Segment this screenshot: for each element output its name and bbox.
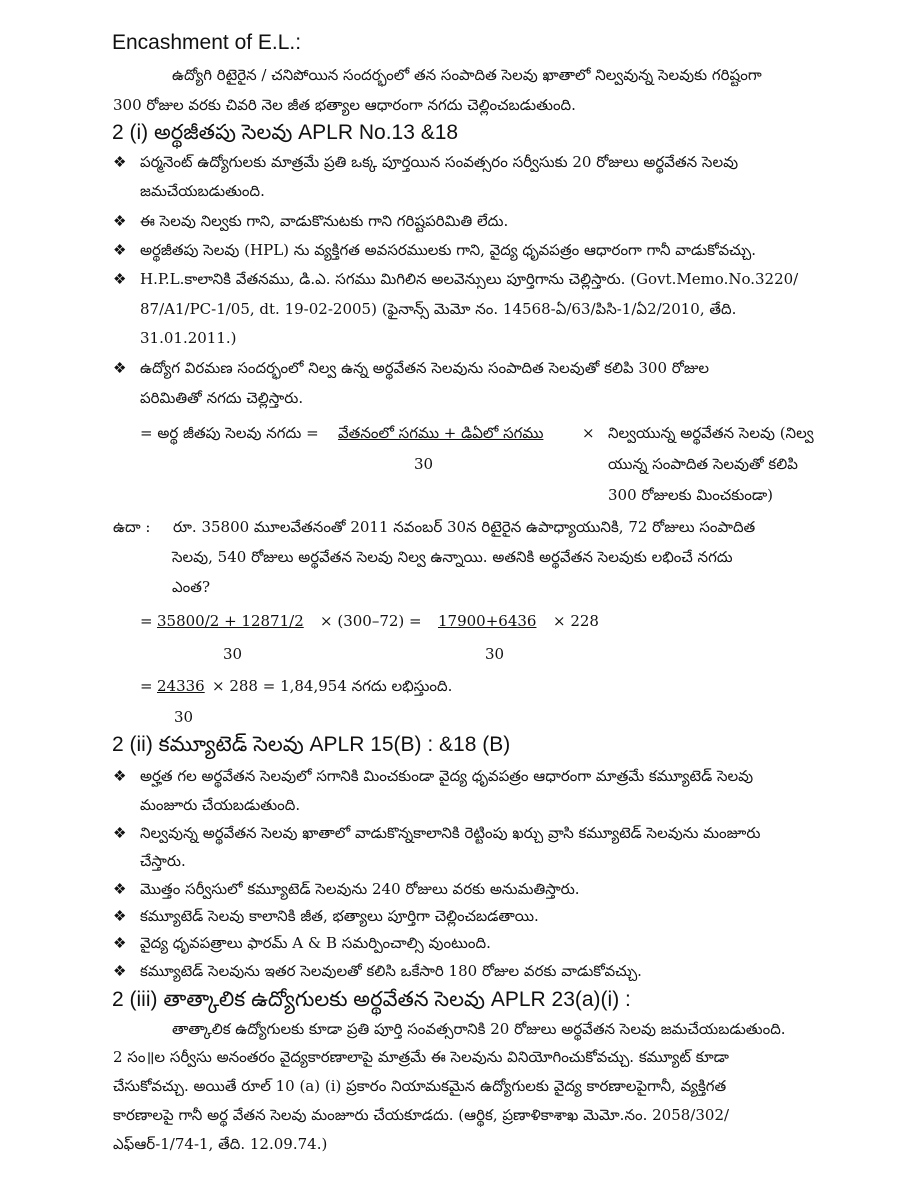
temporary-line5: ఎఫ్ఆర్-1/74-1, తేది. 12.09.74.) [113, 1135, 328, 1153]
formula-lhs: = అర్థ జీతపు సెలవు నగదు = [140, 424, 319, 442]
calc-eq: = [140, 612, 153, 630]
half-pay-b5-line1: ఉద్యోగ విరమణ సందర్భంలో నిల్వ ఉన్న అర్థవేతన సెలవును సంపాదిత సెలవుతో కలిపి 300 రోజుల [140, 359, 709, 377]
commuted-b4: కమ్యూటెడ్ సెలవు కాలానికి జీత, భత్యాలు పూర్తిగా చెల్లించబడతాయి. [140, 907, 539, 925]
formula-times: × [582, 424, 595, 442]
result-numerator: 24336 [157, 677, 205, 695]
calc-fraction1: 35800/2 + 12871/2 [157, 612, 304, 630]
half-pay-b4-line1: H.P.L.కాలానికి వేతనము, డి.ఎ. సగము మిగిలిన అలవెన్సులు పూర్తిగాను చెల్లిస్తారు. (Govt.Memo.No.3220/ [140, 270, 799, 288]
commuted-b2-line1: నిల్వవున్న అర్థవేతన సెలవు ఖాతాలో వాడుకొన్నకాలానికి రెట్టింపు ఖర్చు వ్రాసి కమ్యూటెడ్ సెలవును మంజూరు [140, 824, 761, 842]
example-line2: సెలవు, 540 రోజులు అర్థవేతన సెలవు నిల్వ ఉన్నాయి. అతనికి అర్థవేతన సెలవుకు లభించే నగదు [172, 548, 733, 566]
calc-fraction2: 17900+6436 [438, 612, 537, 630]
encashment-para-line1: ఉద్యోగి రిటైరైన / చనిపోయిన సందర్భంలో తన సంపాదిత సెలవు ఖాతాలో నిల్వవున్న సెలవుకు గరిష్టంగా [172, 66, 762, 84]
example-line1: రూ. 35800 మూలవేతనంతో 2011 నవంబర్ 30న రిటైరైన ఉపాధ్యాయునికి, 72 రోజులు సంపాదిత [173, 518, 756, 536]
bullet-icon: ❖ [113, 153, 127, 171]
commuted-b3: మొత్తం సర్వీసులో కమ్యూటెడ్ సెలవును 240 రోజులు వరకు అనుమతిస్తారు. [140, 880, 580, 898]
commuted-b2-line2: చేస్తారు. [140, 852, 186, 870]
bullet-icon: ❖ [113, 270, 127, 288]
commuted-b6: కమ్యూటెడ్ సెలవును ఇతర సెలవులతో కలిసి ఒకేసారి 180 రోజుల వరకు వాడుకోవచ్చు. [140, 962, 642, 980]
commuted-b1-line1: అర్హత గల అర్థవేతన సెలవులో సగానికి మించకుండా వైద్య ధృవపత్రం ఆధారంగా మాత్రమే కమ్యూటెడ్ సెలవు [140, 767, 754, 785]
encashment-para-line2: 300 రోజుల వరకు చివరి నెల జీత భత్యాల ఆధారంగా నగదు చెల్లించబడుతుంది. [113, 96, 576, 114]
half-pay-b2: ఈ సెలవు నిల్వకు గాని, వాడుకొనుటకు గాని గరిష్టపరిమితి లేదు. [140, 212, 509, 230]
bullet-icon: ❖ [113, 934, 127, 952]
temporary-line4: కారణాలపై గానీ అర్థ వేతన సెలవు మంజూరు చేయకూడదు. (ఆర్థిక, ప్రణాళికాశాఖ మెమో.నం. 2058/302/ [113, 1106, 730, 1124]
heading-half-pay-leave: 2 (i) అర్థజీతపు సెలవు APLR No.13 &18 [112, 121, 459, 144]
bullet-icon: ❖ [113, 241, 127, 259]
temporary-line3: చేసుకోవచ్చు. అయితే రూల్ 10 (a) (i) ప్రకారం నియామకమైన ఉద్యోగులకు వైద్య కారణాలపైగానీ, వ్యక్తిగత [113, 1077, 727, 1095]
half-pay-b1-line1: పర్మనెంట్ ఉద్యోగులకు మాత్రమే ప్రతి ఒక్క పూర్తయిన సంవత్సరం సర్వీసుకు 20 రోజులు అర్థవేతన సెలవు [140, 153, 739, 171]
commuted-b1-line2: మంజూరు చేయబడుతుంది. [140, 796, 301, 814]
formula-rhs-line1: నిల్వయున్న అర్థవేతన సెలవు (నిల్వ [608, 424, 814, 442]
half-pay-b5-line2: పరిమితితో నగదు చెల్లిస్తారు. [140, 389, 304, 407]
result-rest: × 288 = 1,84,954 నగదు లభిస్తుంది. [212, 677, 453, 695]
bullet-icon: ❖ [113, 824, 127, 842]
example-prefix: ఉదా : [113, 518, 151, 536]
formula-numerator: వేతనంలో సగము + డిఏలో సగము [338, 424, 544, 442]
heading-temporary-employees: 2 (iii) తాత్కాలిక ఉద్యోగులకు అర్థవేతన సెలవు APLR 23(a)(i) : [112, 988, 631, 1011]
result-eq: = [140, 677, 153, 695]
calc-denominator1: 30 [223, 645, 243, 663]
bullet-icon: ❖ [113, 212, 127, 230]
half-pay-b1-line2: జమచేయబడుతుంది. [140, 182, 265, 200]
temporary-line1: తాత్కాలిక ఉద్యోగులకు కూడా ప్రతి పూర్తి సంవత్సరానికి 20 రోజులు అర్థవేతన సెలవు జమచేయబడుతుంది. [172, 1020, 786, 1038]
bullet-icon: ❖ [113, 359, 127, 377]
bullet-icon: ❖ [113, 907, 127, 925]
temporary-line2: 2 సం॥ల సర్వీసు అనంతరం వైద్యకారణాలాపై మాత్రమే ఈ సెలవును వినియోగించుకోవచ్చు. కమ్యూట్ కూడా [113, 1048, 729, 1066]
heading-encashment: Encashment of E.L.: [112, 31, 302, 54]
bullet-icon: ❖ [113, 880, 127, 898]
half-pay-b3: అర్థజీతపు సెలవు (HPL) ను వ్యక్తిగత అవసరములకు గాని, వైద్య ధృవపత్రం ఆధారంగా గానీ వాడుకోవచ్చు. [140, 241, 756, 259]
result-denominator: 30 [174, 708, 194, 726]
half-pay-b4-line3: 31.01.2011.) [140, 329, 237, 347]
half-pay-b4-line2: 87/A1/PC-1/05, dt. 19-02-2005) (ఫైనాన్స్ మెమో నం. 14568-ఏ/63/పిసి-1/ఏ2/2010, తేది. [140, 300, 737, 318]
formula-denominator: 30 [414, 455, 434, 473]
bullet-icon: ❖ [113, 962, 127, 980]
formula-rhs-line2: యున్న సంపాదిత సెలవుతో కలిపి [608, 455, 798, 473]
commuted-b5: వైద్య ధృవపత్రాలు ఫారమ్ A & B సమర్పించాల్సి వుంటుంది. [140, 934, 491, 952]
formula-rhs-line3: 300 రోజులకు మించకుండా) [608, 486, 774, 504]
example-line3: ఎంత? [172, 578, 210, 596]
calc-middle: × (300–72) = [320, 612, 422, 630]
bullet-icon: ❖ [113, 767, 127, 785]
calc-denominator2: 30 [485, 645, 505, 663]
calc-end: × 228 [553, 612, 599, 630]
heading-commuted-leave: 2 (ii) కమ్యూటెడ్ సెలవు APLR 15(B) : &18 (B) [112, 733, 511, 756]
